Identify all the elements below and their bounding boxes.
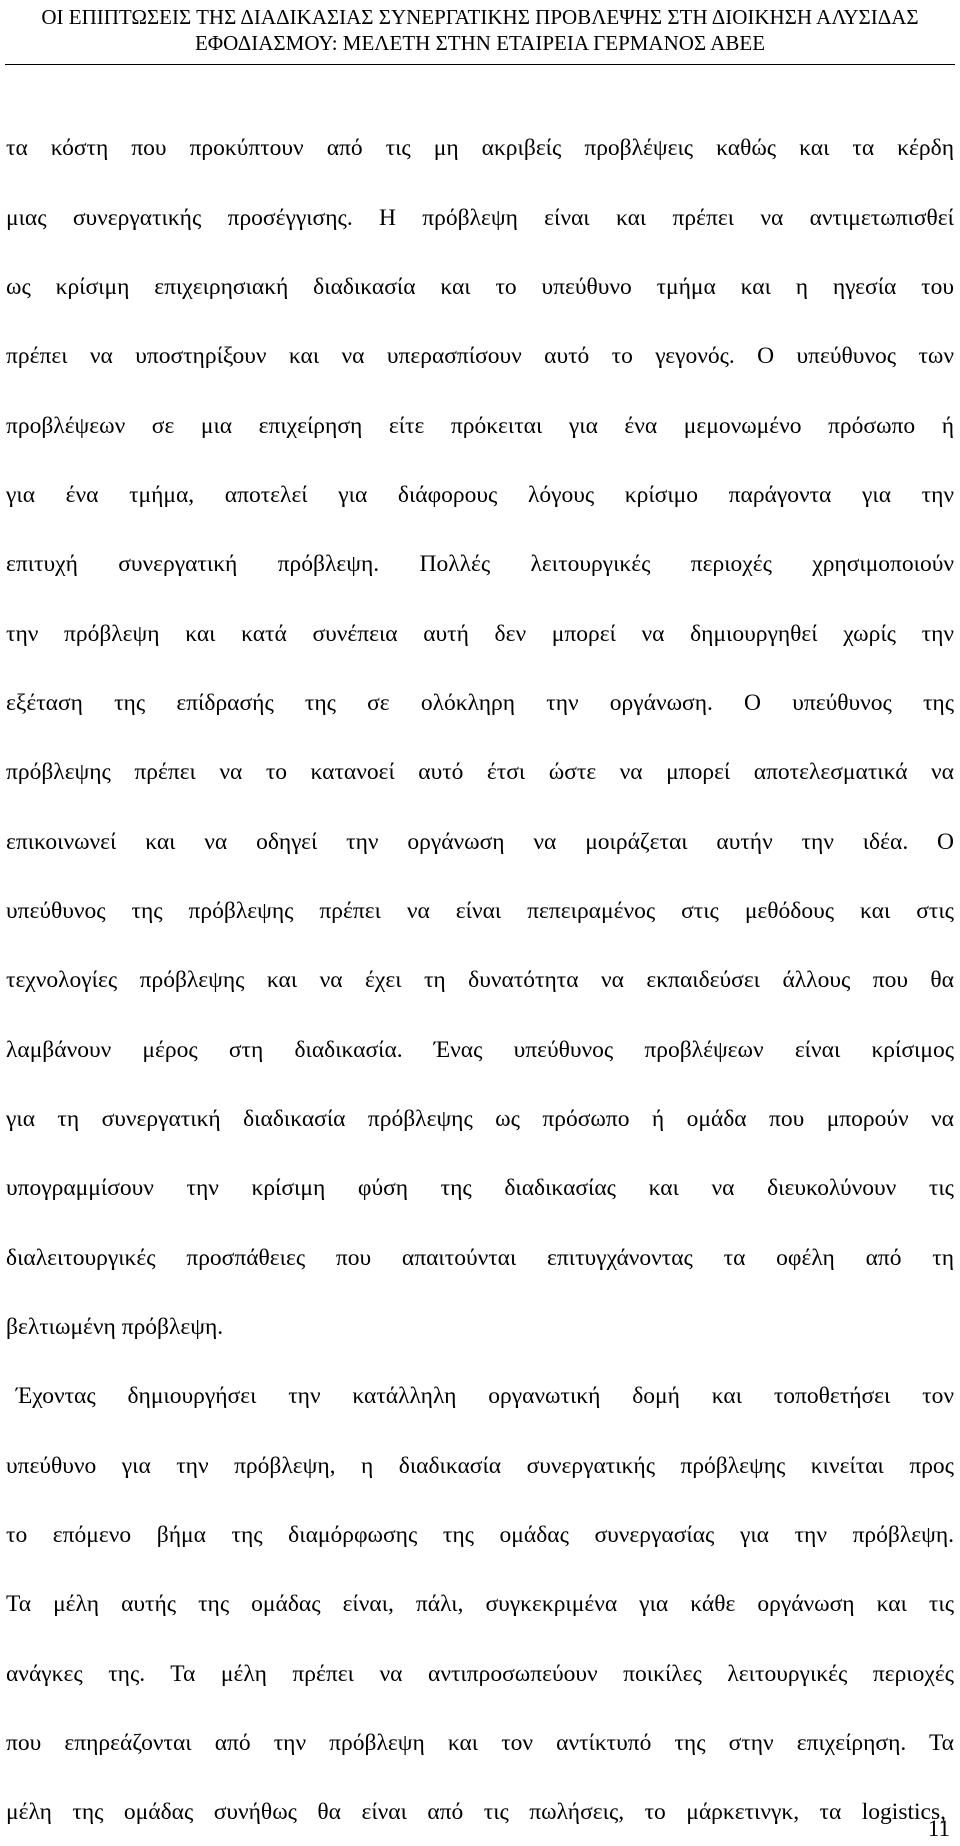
- text-line: το επόμενο βήμα της διαμόρφωσης της ομάδας συνεργασίας για την πρόβλεψη.: [6, 1522, 954, 1548]
- text-line: πρόβλεψης πρέπει να το κατανοεί αυτό έτσι ώστε να μπορεί αποτελεσματικά να: [6, 759, 954, 785]
- text-line: την πρόβλεψη και κατά συνέπεια αυτή δεν μπορεί να δημιουργηθεί χωρίς την: [6, 621, 954, 647]
- header-divider: [5, 64, 955, 65]
- text-line: προβλέψεων σε μια επιχείρηση είτε πρόκειται για ένα μεμονωμένο πρόσωπο ή: [6, 413, 954, 439]
- paragraph-first-line: Έχοντας δημιουργήσει την κατάλληλη οργανωτική δομή και τοποθετήσει τον: [16, 1383, 954, 1409]
- text-line: πρέπει να υποστηρίξουν και να υπερασπίσουν αυτό το γεγονός. Ο υπεύθυνος των: [6, 343, 954, 369]
- text-line: μιας συνεργατικής προσέγγισης. Η πρόβλεψη είναι και πρέπει να αντιμετωπισθεί: [6, 205, 954, 231]
- text-line: υπεύθυνος της πρόβλεψης πρέπει να είναι πεπειραμένος στις μεθόδους και στις: [6, 898, 954, 924]
- text-line: μέλη της ομάδας συνήθως θα είναι από τις πωλήσεις, το μάρκετινγκ, τα logistics,: [6, 1799, 946, 1825]
- text-line: λαμβάνουν μέρος στη διαδικασία. Ένας υπεύθυνος προβλέψεων είναι κρίσιμος: [6, 1037, 954, 1063]
- running-header: [0, 4, 960, 56]
- header-line-2: ΕΦΟΔΙΑΣΜΟΥ: ΜΕΛΕΤΗ ΣΤΗΝ ΕΤΑΙΡΕΙΑ ΓΕΡΜΑΝΟΣ ΑΒΕΕ: [194, 31, 766, 55]
- text-line: διαλειτουργικές προσπάθειες που απαιτούνται επιτυγχάνοντας τα οφέλη από τη: [6, 1245, 954, 1271]
- text-line: Τα μέλη αυτής της ομάδας είναι, πάλι, συγκεκριμένα για κάθε οργάνωση και τις: [6, 1591, 954, 1617]
- text-line: τεχνολογίες πρόβλεψης και να έχει τη δυνατότητα να εκπαιδεύσει άλλους που θα: [6, 967, 954, 993]
- header-line-1: ΟΙ ΕΠΙΠΤΩΣΕΙΣ ΤΗΣ ΔΙΑΔΙΚΑΣΙΑΣ ΣΥΝΕΡΓΑΤΙΚΗΣ ΠΡΟΒΛΕΨΗΣ ΣΤΗ ΔΙΟΙΚΗΣΗ ΑΛΥΣΙΔΑΣ: [41, 5, 919, 29]
- text-line: για τη συνεργατική διαδικασία πρόβλεψης ως πρόσωπο ή ομάδα που μπορούν να: [6, 1106, 954, 1132]
- page-number: 11: [927, 1816, 950, 1841]
- text-line: υπεύθυνο για την πρόβλεψη, η διαδικασία συνεργατικής πρόβλεψης κινείται προς: [6, 1453, 954, 1479]
- text-line: τα κόστη που προκύπτουν από τις μη ακριβείς προβλέψεις καθώς και τα κέρδη: [6, 135, 954, 161]
- text-line: που επηρεάζονται από την πρόβλεψη και τον αντίκτυπό της στην επιχείρηση. Τα: [6, 1730, 954, 1756]
- text-line: επιτυχή συνεργατική πρόβλεψη. Πολλές λειτουργικές περιοχές χρησιμοποιούν: [6, 551, 954, 577]
- text-line: βελτιωμένη πρόβλεψη.: [6, 1314, 224, 1340]
- text-line: επικοινωνεί και να οδηγεί την οργάνωση να μοιράζεται αυτήν την ιδέα. Ο: [6, 829, 954, 855]
- text-line: ως κρίσιμη επιχειρησιακή διαδικασία και το υπεύθυνο τμήμα και η ηγεσία του: [6, 274, 954, 300]
- text-line: εξέταση της επίδρασής της σε ολόκληρη την οργάνωση. Ο υπεύθυνος της: [6, 690, 954, 716]
- text-line: υπογραμμίσουν την κρίσιμη φύση της διαδικασίας και να διευκολύνουν τις: [6, 1175, 954, 1201]
- text-line: ανάγκες της. Τα μέλη πρέπει να αντιπροσωπεύουν ποικίλες λειτουργικές περιοχές: [6, 1661, 954, 1687]
- text-line: για ένα τμήμα, αποτελεί για διάφορους λόγους κρίσιμο παράγοντα για την: [6, 482, 954, 508]
